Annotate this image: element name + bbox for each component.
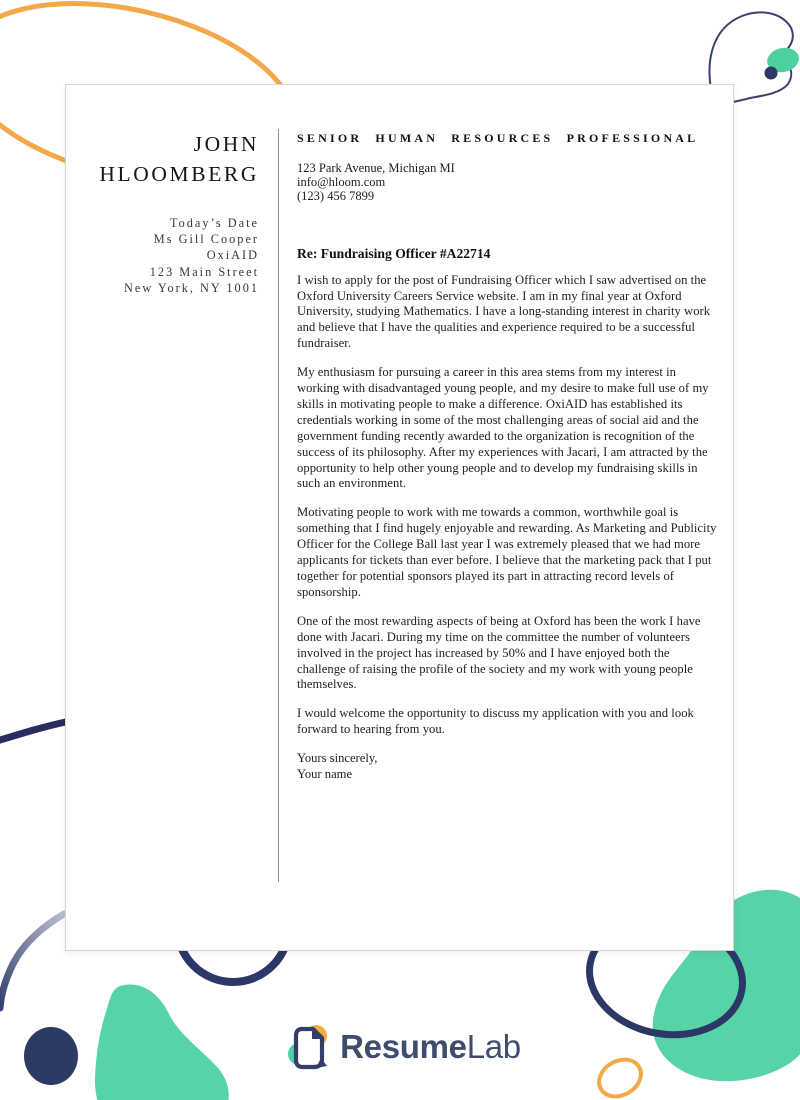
resumelab-logo-text	[340, 1028, 521, 1066]
recipient-line: Today’s Date	[169, 216, 259, 230]
recipient-line: New York, NY 1001	[124, 280, 259, 295]
vertical-divider	[278, 129, 279, 882]
paragraph: I wish to apply for the post of Fundraising Officer which I saw advertised on the Oxford University Careers Service website. I am in my final year at Oxford University, studying Mathematics. I have a long-standing interest in charity work and believe that I have the qualities and experience required to be a successful fundraiser.	[297, 272, 711, 351]
signature-placeholder: Your name	[297, 767, 353, 782]
resumelab-logo-icon	[287, 1024, 331, 1070]
paragraph: My enthusiasm for pursuing a career in this area stems from my interest in working with disadvantaged young people, and my desire to make full use of my skills in motivating people to make a difference. OxiAID has established its credentials working in some of the most challenging areas of social aid and the government funding recently awarded to the organization is recognition of the success of its philosophy. After my experiences with Jacari, I am attracted by the opportunity to help other young people and to develop my fundraising skills in such an environment.	[297, 365, 709, 491]
recipient-block	[66, 215, 259, 296]
contact-phone: (123) 456 7899	[297, 189, 375, 204]
logo-text-bold: Resume	[340, 1028, 467, 1065]
navy-brush-line-left	[0, 721, 70, 741]
paragraph: I would welcome the opportunity to discuss my application with you and look forward to hearing from you.	[297, 706, 694, 737]
name-line-1: JOHN	[193, 132, 259, 156]
sender-column	[66, 85, 259, 296]
recipient-line: OxiAID	[206, 248, 259, 263]
closing-line: Yours sincerely,	[297, 751, 378, 766]
contact-email: info@hloom.com	[297, 175, 386, 190]
cover-letter-page	[65, 84, 734, 951]
contact-address: 123 Park Avenue, Michigan MI	[297, 161, 455, 175]
recipient-line: Ms Gill Cooper	[153, 232, 259, 247]
letter-paragraphs	[297, 273, 717, 739]
name-line-2: HLOOMBERG	[99, 162, 259, 186]
paragraph: One of the most rewarding aspects of being at Oxford has been the work I have done with Jacari. During my time on the committee the number of volunteers involved in the project has increased by 50% and I have enjoyed both the challenge of raising the profile of the society and my work with young people themselves.	[297, 613, 701, 692]
sign-off-block	[297, 751, 717, 783]
letter-body-column	[297, 85, 717, 783]
contact-block	[297, 161, 717, 204]
navy-dot-top-right	[765, 67, 778, 80]
applicant-name	[66, 129, 259, 189]
resumelab-logo[interactable]	[0, 1024, 800, 1070]
navy-fading-curve-bottom-left	[0, 914, 64, 1008]
recipient-line: 123 Main Street	[149, 264, 259, 279]
subject-line: Re: Fundraising Officer #A22714	[297, 245, 491, 261]
logo-text-light: Lab	[466, 1028, 521, 1065]
profession-title: SENIOR HUMAN RESOURCES PROFESSIONAL	[297, 131, 699, 145]
paragraph: Motivating people to work with me towards a common, worthwhile goal is something that I find hugely enjoyable and rewarding. As Marketing and Publicity Officer for the College Ball last year I was extremely pleased that we had more applicants for tickets than ever before. I believe that the marketing pack that I put together for potential sponsors played its part in attracting record levels of sponsorship.	[297, 505, 717, 599]
